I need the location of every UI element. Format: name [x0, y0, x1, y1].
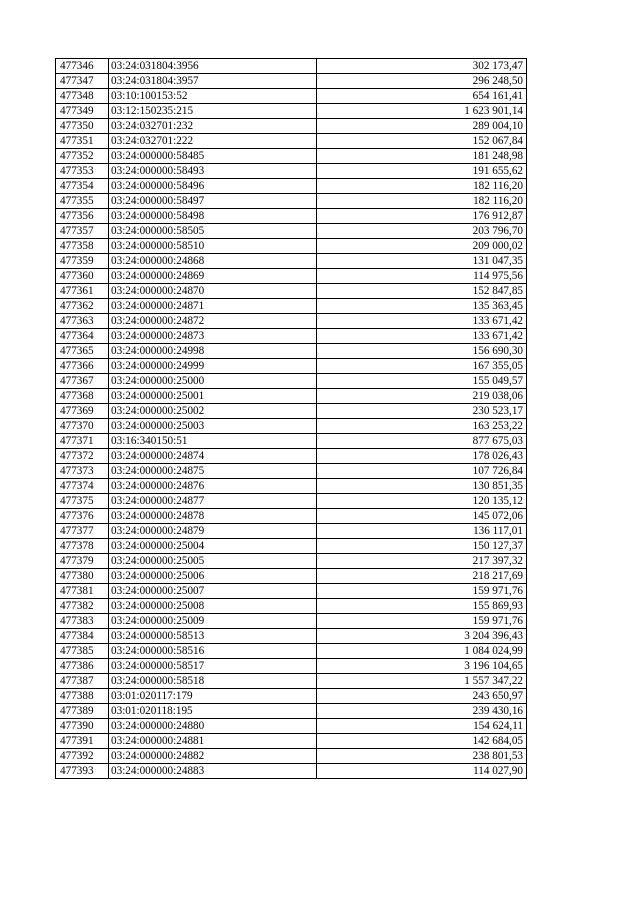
cadastral-number-cell: 03:24:032701:222	[109, 134, 317, 149]
table-row	[56, 104, 527, 119]
row-id-cell: 477347	[56, 74, 109, 89]
cadastral-number-cell: 03:24:000000:58497	[109, 194, 317, 209]
cadastral-value-cell: 136 117,01	[317, 524, 527, 539]
cadastral-number-cell: 03:24:000000:24870	[109, 284, 317, 299]
row-id-cell: 477368	[56, 389, 109, 404]
row-id-cell: 477366	[56, 359, 109, 374]
cadastral-value-cell: 156 690,30	[317, 344, 527, 359]
row-id-cell: 477373	[56, 464, 109, 479]
table-row	[56, 374, 527, 389]
row-id-cell: 477370	[56, 419, 109, 434]
row-id-cell: 477379	[56, 554, 109, 569]
cadastral-number-cell: 03:24:000000:24879	[109, 524, 317, 539]
cadastral-value-cell: 239 430,16	[317, 704, 527, 719]
row-id-cell: 477383	[56, 614, 109, 629]
cadastral-number-cell: 03:24:000000:25000	[109, 374, 317, 389]
table-row	[56, 764, 527, 779]
table-row	[56, 599, 527, 614]
row-id-cell: 477382	[56, 599, 109, 614]
table-row	[56, 479, 527, 494]
table-row	[56, 89, 527, 104]
table-row	[56, 224, 527, 239]
cadastral-value-cell: 145 072,06	[317, 509, 527, 524]
row-id-cell: 477352	[56, 149, 109, 164]
row-id-cell: 477386	[56, 659, 109, 674]
cadastral-value-cell: 114 027,90	[317, 764, 527, 779]
row-id-cell: 477354	[56, 179, 109, 194]
cadastral-number-cell: 03:24:032701:232	[109, 119, 317, 134]
table-row	[56, 59, 527, 74]
cadastral-number-cell: 03:24:000000:24874	[109, 449, 317, 464]
cadastral-value-cell: 155 869,93	[317, 599, 527, 614]
cadastral-number-cell: 03:24:000000:58513	[109, 629, 317, 644]
table-row	[56, 644, 527, 659]
table-row	[56, 209, 527, 224]
cadastral-number-cell: 03:24:000000:24869	[109, 269, 317, 284]
table-row	[56, 269, 527, 284]
table-row	[56, 584, 527, 599]
cadastral-number-cell: 03:24:000000:24872	[109, 314, 317, 329]
row-id-cell: 477365	[56, 344, 109, 359]
cadastral-value-cell: 178 026,43	[317, 449, 527, 464]
cadastral-number-cell: 03:24:000000:25001	[109, 389, 317, 404]
row-id-cell: 477381	[56, 584, 109, 599]
table-row	[56, 344, 527, 359]
cadastral-value-cell: 142 684,05	[317, 734, 527, 749]
cadastral-number-cell: 03:01:020118:195	[109, 704, 317, 719]
cadastral-number-cell: 03:24:000000:24999	[109, 359, 317, 374]
cadastral-number-cell: 03:24:000000:58517	[109, 659, 317, 674]
cadastral-value-cell: 107 726,84	[317, 464, 527, 479]
table-row	[56, 179, 527, 194]
row-id-cell: 477385	[56, 644, 109, 659]
table-row	[56, 539, 527, 554]
table-row	[56, 299, 527, 314]
table-row	[56, 629, 527, 644]
row-id-cell: 477351	[56, 134, 109, 149]
row-id-cell: 477369	[56, 404, 109, 419]
cadastral-value-cell: 176 912,87	[317, 209, 527, 224]
cadastral-value-cell: 133 671,42	[317, 329, 527, 344]
table-row	[56, 704, 527, 719]
cadastral-number-cell: 03:24:000000:24881	[109, 734, 317, 749]
cadastral-value-cell: 150 127,37	[317, 539, 527, 554]
table-row	[56, 194, 527, 209]
row-id-cell: 477393	[56, 764, 109, 779]
cadastral-value-cell: 209 000,02	[317, 239, 527, 254]
row-id-cell: 477377	[56, 524, 109, 539]
row-id-cell: 477387	[56, 674, 109, 689]
row-id-cell: 477372	[56, 449, 109, 464]
cadastral-value-cell: 131 047,35	[317, 254, 527, 269]
row-id-cell: 477353	[56, 164, 109, 179]
cadastral-value-cell: 152 847,85	[317, 284, 527, 299]
row-id-cell: 477361	[56, 284, 109, 299]
cadastral-value-cell: 238 801,53	[317, 749, 527, 764]
cadastral-value-cell: 289 004,10	[317, 119, 527, 134]
row-id-cell: 477376	[56, 509, 109, 524]
table-row	[56, 689, 527, 704]
cadastral-number-cell: 03:10:100153:52	[109, 89, 317, 104]
cadastral-number-cell: 03:24:000000:58498	[109, 209, 317, 224]
cadastral-number-cell: 03:24:000000:58493	[109, 164, 317, 179]
cadastral-value-cell: 219 038,06	[317, 389, 527, 404]
cadastral-value-cell: 130 851,35	[317, 479, 527, 494]
cadastral-number-cell: 03:24:000000:24883	[109, 764, 317, 779]
cadastral-number-cell: 03:24:000000:24868	[109, 254, 317, 269]
table-row	[56, 134, 527, 149]
table-row	[56, 74, 527, 89]
table-row	[56, 674, 527, 689]
table-row	[56, 734, 527, 749]
row-id-cell: 477378	[56, 539, 109, 554]
cadastral-value-cell: 182 116,20	[317, 179, 527, 194]
cadastral-number-cell: 03:24:000000:25004	[109, 539, 317, 554]
table-row	[56, 524, 527, 539]
row-id-cell: 477390	[56, 719, 109, 734]
cadastral-number-cell: 03:24:000000:25008	[109, 599, 317, 614]
table-row	[56, 314, 527, 329]
table-row	[56, 509, 527, 524]
cadastral-number-cell: 03:24:000000:24878	[109, 509, 317, 524]
cadastral-number-cell: 03:24:000000:25006	[109, 569, 317, 584]
row-id-cell: 477384	[56, 629, 109, 644]
row-id-cell: 477364	[56, 329, 109, 344]
row-id-cell: 477350	[56, 119, 109, 134]
cadastral-number-cell: 03:24:000000:25002	[109, 404, 317, 419]
cadastral-number-cell: 03:24:000000:24877	[109, 494, 317, 509]
cadastral-value-cell: 182 116,20	[317, 194, 527, 209]
row-id-cell: 477391	[56, 734, 109, 749]
cadastral-value-cell: 191 655,62	[317, 164, 527, 179]
cadastral-value-cell: 181 248,98	[317, 149, 527, 164]
row-id-cell: 477359	[56, 254, 109, 269]
cadastral-number-cell: 03:24:000000:58518	[109, 674, 317, 689]
row-id-cell: 477392	[56, 749, 109, 764]
row-id-cell: 477357	[56, 224, 109, 239]
row-id-cell: 477356	[56, 209, 109, 224]
cadastral-value-cell: 218 217,69	[317, 569, 527, 584]
cadastral-value-cell: 243 650,97	[317, 689, 527, 704]
table-row	[56, 554, 527, 569]
table-row	[56, 449, 527, 464]
table-row	[56, 749, 527, 764]
cadastral-value-cell: 114 975,56	[317, 269, 527, 284]
cadastral-number-cell: 03:01:020117:179	[109, 689, 317, 704]
cadastral-value-cell: 159 971,76	[317, 584, 527, 599]
cadastral-value-table	[55, 58, 527, 779]
cadastral-value-cell: 1 084 024,99	[317, 644, 527, 659]
table-row	[56, 419, 527, 434]
cadastral-number-cell: 03:24:000000:24882	[109, 749, 317, 764]
table-row	[56, 464, 527, 479]
cadastral-number-cell: 03:12:150235:215	[109, 104, 317, 119]
cadastral-value-cell: 135 363,45	[317, 299, 527, 314]
cadastral-number-cell: 03:24:000000:58505	[109, 224, 317, 239]
table-row	[56, 434, 527, 449]
row-id-cell: 477389	[56, 704, 109, 719]
row-id-cell: 477374	[56, 479, 109, 494]
row-id-cell: 477360	[56, 269, 109, 284]
table-row	[56, 284, 527, 299]
table-row	[56, 614, 527, 629]
table-row	[56, 569, 527, 584]
cadastral-number-cell: 03:24:000000:58496	[109, 179, 317, 194]
cadastral-number-cell: 03:24:000000:58485	[109, 149, 317, 164]
cadastral-value-cell: 3 204 396,43	[317, 629, 527, 644]
cadastral-value-cell: 1 557 347,22	[317, 674, 527, 689]
table-row	[56, 239, 527, 254]
row-id-cell: 477349	[56, 104, 109, 119]
table-row	[56, 254, 527, 269]
table-row	[56, 359, 527, 374]
cadastral-value-cell: 877 675,03	[317, 434, 527, 449]
row-id-cell: 477380	[56, 569, 109, 584]
table-row	[56, 329, 527, 344]
cadastral-number-cell: 03:24:000000:24876	[109, 479, 317, 494]
cadastral-value-cell: 152 067,84	[317, 134, 527, 149]
cadastral-value-cell: 163 253,22	[317, 419, 527, 434]
cadastral-value-cell: 155 049,57	[317, 374, 527, 389]
row-id-cell: 477358	[56, 239, 109, 254]
cadastral-number-cell: 03:24:000000:58510	[109, 239, 317, 254]
cadastral-value-cell: 159 971,76	[317, 614, 527, 629]
cadastral-number-cell: 03:24:031804:3957	[109, 74, 317, 89]
cadastral-number-cell: 03:16:340150:51	[109, 434, 317, 449]
cadastral-number-cell: 03:24:000000:24998	[109, 344, 317, 359]
row-id-cell: 477363	[56, 314, 109, 329]
cadastral-number-cell: 03:24:000000:24871	[109, 299, 317, 314]
cadastral-value-cell: 133 671,42	[317, 314, 527, 329]
cadastral-number-cell: 03:24:000000:24880	[109, 719, 317, 734]
cadastral-value-cell: 3 196 104,65	[317, 659, 527, 674]
cadastral-value-cell: 120 135,12	[317, 494, 527, 509]
cadastral-value-cell: 154 624,11	[317, 719, 527, 734]
cadastral-number-cell: 03:24:000000:25007	[109, 584, 317, 599]
cadastral-value-cell: 302 173,47	[317, 59, 527, 74]
table-row	[56, 164, 527, 179]
cadastral-value-cell: 1 623 901,14	[317, 104, 527, 119]
table-body	[56, 59, 527, 779]
row-id-cell: 477388	[56, 689, 109, 704]
table-row	[56, 494, 527, 509]
table-row	[56, 719, 527, 734]
row-id-cell: 477375	[56, 494, 109, 509]
cadastral-number-cell: 03:24:000000:24873	[109, 329, 317, 344]
cadastral-number-cell: 03:24:000000:58516	[109, 644, 317, 659]
table-row	[56, 404, 527, 419]
cadastral-number-cell: 03:24:000000:25003	[109, 419, 317, 434]
row-id-cell: 477348	[56, 89, 109, 104]
row-id-cell: 477367	[56, 374, 109, 389]
table-row	[56, 389, 527, 404]
cadastral-number-cell: 03:24:031804:3956	[109, 59, 317, 74]
cadastral-value-cell: 217 397,32	[317, 554, 527, 569]
cadastral-number-cell: 03:24:000000:25009	[109, 614, 317, 629]
row-id-cell: 477362	[56, 299, 109, 314]
cadastral-value-cell: 203 796,70	[317, 224, 527, 239]
cadastral-number-cell: 03:24:000000:25005	[109, 554, 317, 569]
table-row	[56, 659, 527, 674]
table-row	[56, 119, 527, 134]
row-id-cell: 477371	[56, 434, 109, 449]
cadastral-value-cell: 296 248,50	[317, 74, 527, 89]
cadastral-value-cell: 230 523,17	[317, 404, 527, 419]
row-id-cell: 477346	[56, 59, 109, 74]
cadastral-value-cell: 654 161,41	[317, 89, 527, 104]
row-id-cell: 477355	[56, 194, 109, 209]
cadastral-number-cell: 03:24:000000:24875	[109, 464, 317, 479]
cadastral-value-cell: 167 355,05	[317, 359, 527, 374]
table-row	[56, 149, 527, 164]
